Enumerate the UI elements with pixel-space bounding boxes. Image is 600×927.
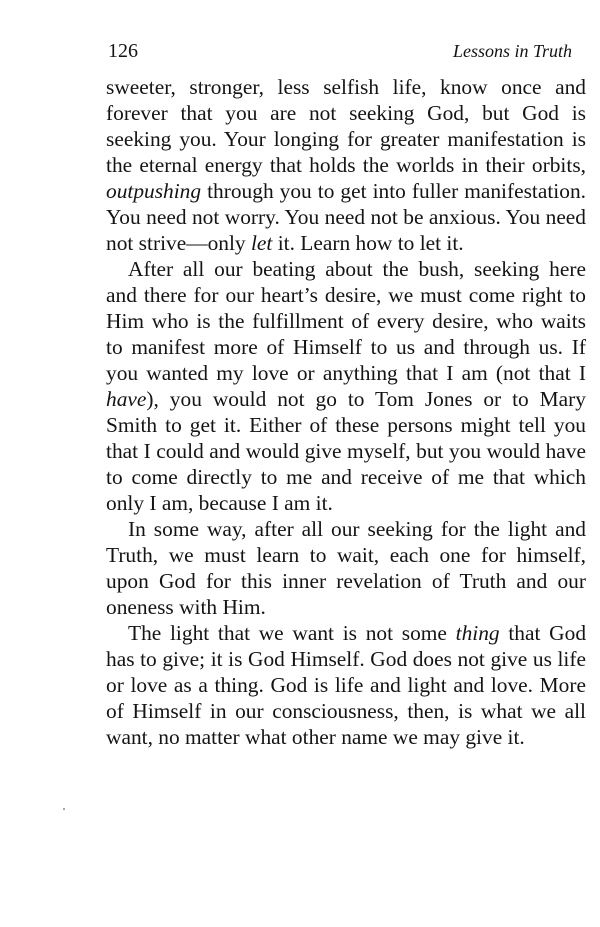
text-run: The light that we want is not some <box>128 621 456 645</box>
page-header <box>106 38 572 64</box>
text-run: it. Learn how to let it. <box>272 231 464 255</box>
body-text <box>106 74 586 750</box>
page-number: 126 <box>108 40 138 62</box>
running-head: Lessons in Truth <box>452 41 572 61</box>
italic-text: thing <box>455 621 500 645</box>
stray-mark <box>63 808 65 810</box>
paragraph-2 <box>106 256 586 516</box>
paragraph-4 <box>106 620 586 750</box>
italic-text: have <box>106 387 147 411</box>
paragraph-1 <box>106 74 586 256</box>
text-run: In some way, after all our seeking for the light and Truth, we must learn to wait, each one for himself, upon God for this inner revelation of Truth and our oneness with Him. <box>106 517 586 619</box>
text-run: ), you would not go to Tom Jones or to Mary Smith to get it. Either of these persons might tell you that I could and would give myself, but you would have to come directly to me and receive of me that which only I am, because I am it. <box>106 387 586 515</box>
text-run: sweeter, stronger, less selfish life, know once and forever that you are not seeking God, but God is seeking you. Your longing for greater manifestation is the eternal energy that holds the worlds in their orbits, <box>106 75 586 177</box>
italic-text: let <box>250 231 273 255</box>
text-run: through you to get into fuller manifestation. You need not worry. You need not be anxious. You need not strive—only <box>106 179 586 255</box>
text-run: After all our beating about the bush, seeking here and there for our heart’s desire, we must come right to Him who is the fulfillment of every desire, who waits to manifest more of Himself to us and through us. If you wanted my love or anything that I am (not that I <box>106 257 586 385</box>
italic-text: outpushing <box>106 179 202 203</box>
text-run: that God has to give; it is God Himself. God does not give us life or love as a thing. God is life and light and love. More of Himself in our consciousness, then, is what we all want, no matter what other name we may give it. <box>106 621 587 749</box>
paragraph-3 <box>106 516 586 620</box>
